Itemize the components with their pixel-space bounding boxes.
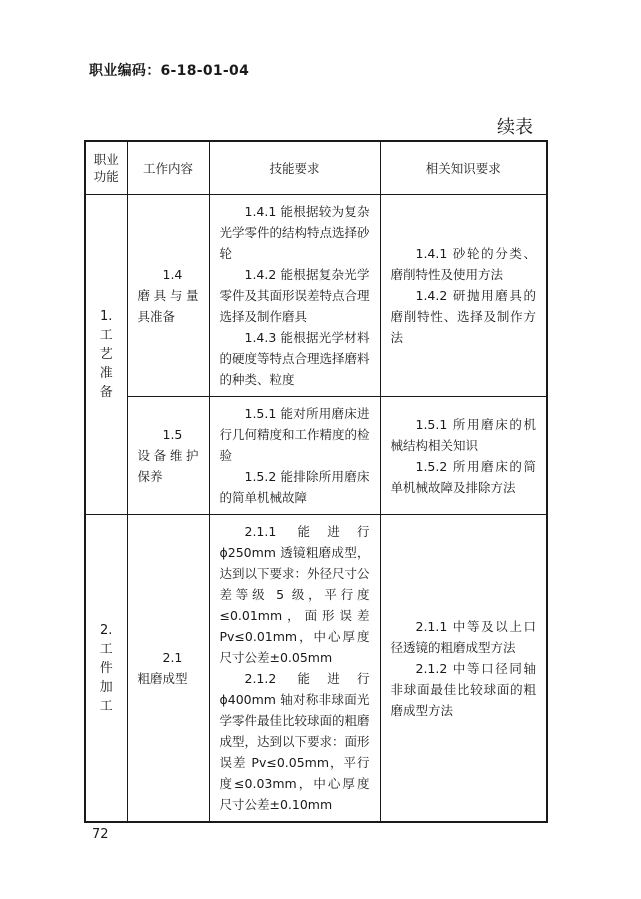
skills-cell: 2.1.1 能进行 ϕ250mm 透镜粗磨成型，达到以下要求：外径尺寸公差等级 5 级，平行度≤0.01mm，面形误差 Pv≤0.01mm，中心厚度尺寸公差±0.05mm 2.1.2 能进行 ϕ400mm 轴对称非球面光学零件最佳比较球面的粗磨成型，达到以下要求：面形误差 Pv≤0.05mm，平行度≤0.03mm，中心厚度尺寸公差±0.10mm xyxy=(209,515,380,823)
function-cell-2: 2. 工 件 加 工 xyxy=(85,515,127,823)
occupation-code: 职业编码：6-18-01-04 xyxy=(89,63,250,79)
content-cell: 2.1 粗磨成型 xyxy=(127,515,209,823)
knowledge-cell: 1.5.1 所用磨床的机械结构相关知识 1.5.2 所用磨床的简单机械故障及排除方法 xyxy=(380,397,547,515)
header-knowledge: 相关知识要求 xyxy=(380,141,547,195)
skills-cell: 1.5.1 能对所用磨床进行几何精度和工作精度的检验 1.5.2 能排除所用磨床的简单机械故障 xyxy=(209,397,380,515)
header-content: 工作内容 xyxy=(127,141,209,195)
function-cell-1: 1. 工 艺 准 备 xyxy=(85,195,127,515)
knowledge-cell: 1.4.1 砂轮的分类、磨削特性及使用方法 1.4.2 研抛用磨具的磨削特性、选择及制作方法 xyxy=(380,195,547,397)
skills-table xyxy=(84,140,548,823)
table-header-row xyxy=(85,141,547,195)
skills-cell: 1.4.1 能根据较为复杂光学零件的结构特点选择砂轮 1.4.2 能根据复杂光学零件及其面形误差特点合理选择及制作磨具 1.4.3 能根据光学材料的硬度等特点合理选择磨料的种类、粒度 xyxy=(209,195,380,397)
header-skills: 技能要求 xyxy=(209,141,380,195)
page-number: 72 xyxy=(92,827,109,842)
knowledge-cell: 2.1.1 中等及以上口径透镜的粗磨成型方法 2.1.2 中等口径同轴非球面最佳比较球面的粗磨成型方法 xyxy=(380,515,547,823)
content-cell: 1.4 磨具与量具准备 xyxy=(127,195,209,397)
continued-label: 续表 xyxy=(497,117,533,138)
header-function: 职业 功能 xyxy=(85,141,127,195)
table-row xyxy=(85,397,547,515)
table-row xyxy=(85,515,547,823)
table-row xyxy=(85,195,547,397)
content-cell: 1.5 设备维护保养 xyxy=(127,397,209,515)
